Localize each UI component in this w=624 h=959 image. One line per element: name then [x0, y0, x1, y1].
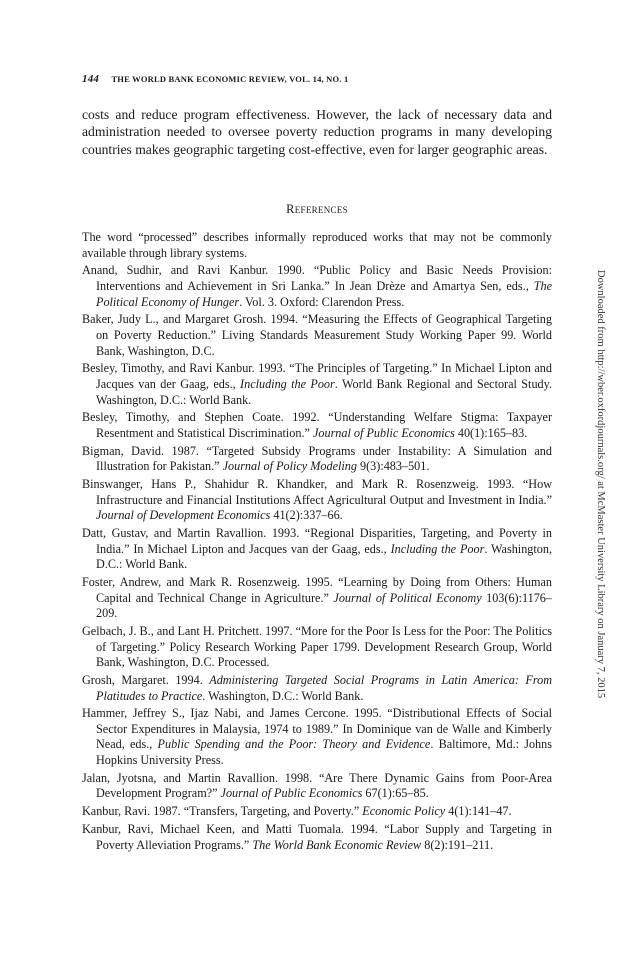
references-heading: References: [286, 202, 348, 216]
reference-text: Besley, Timothy, and Ravi Kanbur. 1993. “The Principles of Targeting.” In Michael Lipton and Jacques van der Gaag, eds.,: [82, 361, 552, 391]
reference-text: Grosh, Margaret. 1994.: [82, 672, 210, 687]
reference-text-tail: . World Bank Regional and Sectoral Study. Washington, D.C.: World Bank.: [96, 376, 552, 407]
reference-text: Hammer, Jeffrey S., Ijaz Nabi, and James Cercone. 1995. “Distributional Effects of Social Sector Expenditures in Malaysia, 1974 to 1989.” In Dominique van de Walle and Kimberly Nead, eds.,: [82, 706, 552, 752]
reference-text: Kanbur, Ravi, Michael Keen, and Matti Tuomala. 1994. “Labor Supply and Targeting in Poverty Alleviation Programs.”: [82, 822, 552, 852]
reference-entry: [82, 771, 552, 802]
references-list: [82, 230, 552, 855]
reference-source-title: Journal of Public Economics: [312, 425, 455, 440]
reference-text: Foster, Andrew, and Mark R. Rosenzweig. 1995. “Learning by Doing from Others: Human Capital and Technical Change in Agriculture.”: [82, 574, 552, 605]
body-paragraph: costs and reduce program effectiveness. However, the lack of necessary data and administration needed to oversee poverty reduction programs in many developing countries makes geographic targeting cost-effective, even for larger geographic areas.: [82, 107, 552, 157]
reference-entry: [82, 575, 552, 622]
reference-source-title: Journal of Political Economy: [333, 590, 482, 605]
reference-text-tail: 40(1):165–83.: [454, 425, 528, 440]
reference-entry: [82, 624, 552, 671]
reference-text-tail: 41(2):337–66.: [270, 508, 343, 523]
reference-entry: [82, 444, 552, 475]
reference-text: Besley, Timothy, and Stephen Coate. 1992. “Understanding Welfare Stigma: Taxpayer Resentment and Statistical Discrimination.”: [82, 410, 552, 440]
references-note: The word “processed” describes informally reproduced works that may not be commonly available through library systems.: [82, 230, 552, 260]
reference-text: Kanbur, Ravi. 1987. “Transfers, Targeting, and Poverty.”: [82, 804, 363, 819]
reference-source-title: Including the Poor: [390, 541, 485, 556]
reference-text-tail: 8(2):191–211.: [421, 837, 494, 852]
reference-entry: [82, 706, 552, 768]
reference-source-title: Including the Poor: [240, 376, 335, 391]
reference-entries: [82, 263, 552, 853]
reference-entry: [82, 673, 552, 704]
reference-text-tail: 4(1):141–47.: [445, 804, 512, 819]
reference-source-title: Journal of Public Economics: [220, 786, 363, 801]
reference-text-tail: 67(1):65–85.: [362, 786, 429, 801]
reference-entry: [82, 410, 552, 441]
reference-source-title: Administering Targeted Social Programs in Latin America: From Platitudes to Practice: [96, 672, 553, 703]
reference-source-title: Public Spending and the Poor: Theory and Evidence: [157, 737, 431, 752]
running-header: [82, 73, 348, 85]
reference-source-title: The World Bank Economic Review: [252, 837, 422, 852]
reference-text-tail: 103(6):1176–209.: [96, 590, 552, 621]
journal-title: THE WORLD BANK ECONOMIC REVIEW, VOL. 14, NO. 1: [111, 74, 349, 84]
download-note: Downloaded from http://wber.oxfordjournals.org/ at McMaster University Library on January 7, 2015: [595, 270, 606, 699]
reference-text-tail: . Vol. 3. Oxford: Clarendon Press.: [239, 294, 405, 309]
reference-entry: [82, 477, 552, 524]
reference-text-tail: 9(3):483–501.: [356, 459, 430, 474]
reference-text: Anand, Sudhir, and Ravi Kanbur. 1990. “Public Policy and Basic Needs Provision: Interventions and Achievement in Sri Lanka.” In Jean Drèze and Amartya Sen, eds.,: [82, 263, 552, 293]
reference-entry: [82, 822, 552, 853]
reference-text: Baker, Judy L., and Margaret Grosh. 1994. “Measuring the Effects of Geographical Targeting on Poverty Reduction.” Living Standards Measurement Study Working Paper 99. World Bank, Washington, D.C.: [82, 312, 552, 358]
reference-source-title: Journal of Policy Modeling: [222, 459, 357, 474]
reference-text-tail: . Washington, D.C.: World Bank.: [202, 688, 364, 703]
reference-text: Binswanger, Hans P., Shahidur R. Khandker, and Mark R. Rosenzweig. 1993. “How Infrastructure and Financial Institutions Affect Agricultural Output and Investment in India.”: [82, 477, 552, 507]
reference-entry: [82, 263, 552, 310]
reference-entry: [82, 804, 552, 820]
page-number: 144: [82, 73, 100, 85]
reference-source-title: Journal of Development Economics: [96, 508, 271, 523]
reference-source-title: Economic Policy: [362, 804, 446, 819]
reference-text: Jalan, Jyotsna, and Martin Ravallion. 1998. “Are There Dynamic Gains from Poor-Area Development Program?”: [82, 770, 552, 801]
reference-entry: [82, 312, 552, 359]
reference-text: Bigman, David. 1987. “Targeted Subsidy Programs under Instability: A Simulation and Illustration for Pakistan.”: [82, 443, 552, 474]
reference-text: Gelbach, J. B., and Lant H. Pritchett. 1997. “More for the Poor Is Less for the Poor: The Politics of Targeting.” Policy Research Working Paper 1799. Development Research Group, World Bank, Washington, D.C. Processed.: [82, 623, 552, 670]
reference-source-title: The Political Economy of Hunger: [96, 278, 552, 309]
reference-text-tail: . Washington, D.C.: World Bank.: [96, 541, 552, 572]
reference-text-tail: . Baltimore, Md.: Johns Hopkins University Press.: [96, 737, 552, 768]
reference-entry: [82, 361, 552, 408]
download-watermark: [595, 270, 606, 710]
reference-text: Datt, Gustav, and Martin Ravallion. 1993. “Regional Disparities, Targeting, and Poverty in India.” In Michael Lipton and Jacques van der Gaag, eds.,: [82, 526, 552, 556]
reference-entry: [82, 526, 552, 573]
